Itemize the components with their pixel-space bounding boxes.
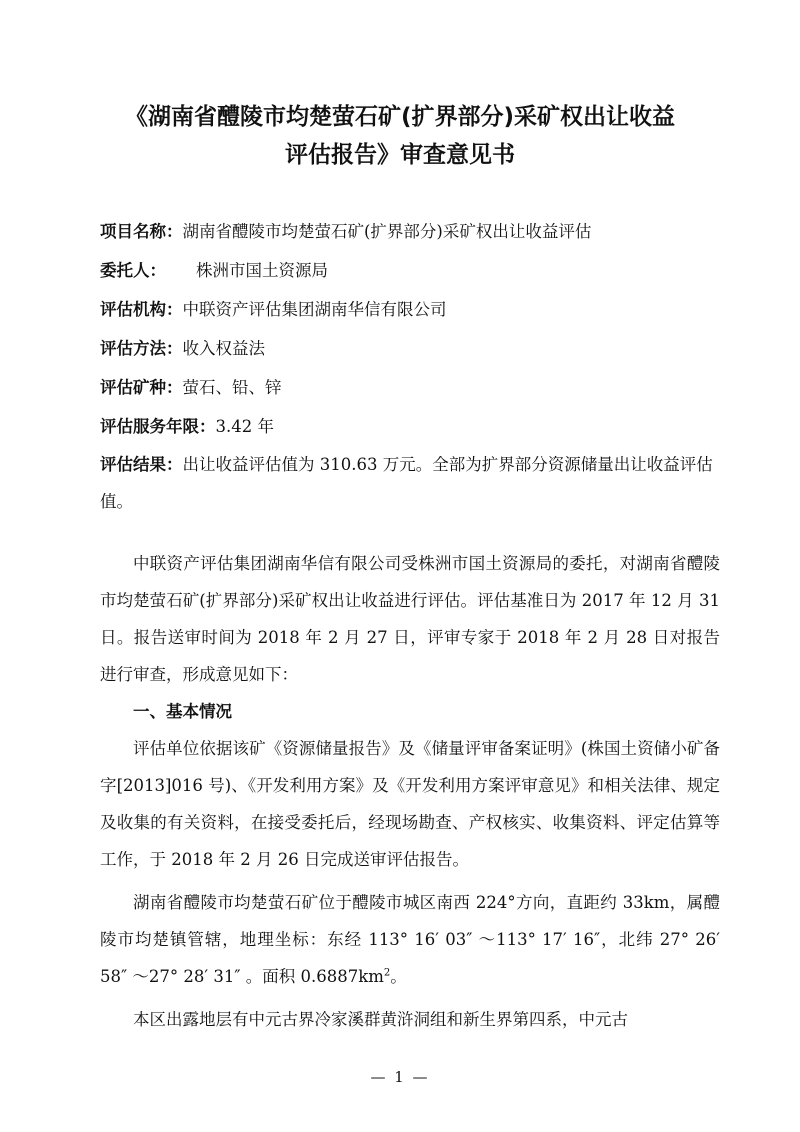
page-number: — 1 — bbox=[370, 1068, 430, 1086]
info-method-label: 评估方法： bbox=[100, 339, 183, 358]
info-client bbox=[100, 251, 740, 290]
intro-paragraph: 中联资产评估集团湖南华信有限公司受株洲市国土资源局的委托，对湖南省醴陵市均楚萤石矿(扩界部分)采矿权出让收益进行评估。评估基准日为 2017 年 12 月 31 日。报告送审时间为 2018 年 2 月 27 日，评审专家于 2018 年 2 月 28 日对报告进行审查，形成意见如下： bbox=[100, 554, 720, 684]
info-minerals bbox=[100, 368, 740, 407]
info-result bbox=[100, 446, 740, 520]
info-agency bbox=[100, 290, 740, 329]
info-minerals-value: 萤石、铅、锌 bbox=[182, 378, 282, 397]
info-minerals-label: 评估矿种： bbox=[100, 378, 183, 397]
project-info bbox=[100, 212, 740, 520]
info-result-value: 出让收益评估值为 310.63 万元。全部为扩界部分资源储量出让收益评估值。 bbox=[100, 455, 713, 511]
info-client-value: 株洲市国土资源局 bbox=[196, 261, 328, 280]
location-text: 湖南省醴陵市均楚萤石矿位于醴陵市城区南西 224°方向，直距约 33km，属醴陵市均楚镇管辖，地理坐标：东经 113° 16′ 03″ ～113° 17′ 16″，北纬 27° 26′ 58″ ～27° 28′ 31″ 。面积 0.6887km bbox=[100, 893, 720, 986]
paragraph-basis: 评估单位依据该矿《资源储量报告》及《储量评审备案证明》(株国土资储小矿备字[2013]016 号)、《开发利用方案》及《开发利用方案评审意见》和相关法律、规定及收集的有关资料，在接受委托后，经现场勘查、产权核实、收集资料、评定估算等工作，于 2018 年 2 月 26 日完成送审评估报告。 bbox=[100, 739, 720, 869]
document-body bbox=[100, 545, 720, 1038]
info-service-years bbox=[100, 407, 740, 446]
info-project-label: 项目名称： bbox=[100, 222, 183, 241]
info-agency-label: 评估机构： bbox=[100, 300, 183, 319]
info-agency-value: 中联资产评估集团湖南华信有限公司 bbox=[182, 300, 447, 319]
info-service-years-label: 评估服务年限： bbox=[100, 417, 216, 436]
info-result-label: 评估结果： bbox=[100, 455, 183, 474]
info-method bbox=[100, 329, 740, 368]
section-heading-basic: 一、基本情况 bbox=[133, 702, 232, 721]
paragraph-geology: 本区出露地层有中元古界冷家溪群黄浒洞组和新生界第四系，中元古 bbox=[133, 1010, 628, 1029]
info-service-years-value: 3.42 年 bbox=[215, 417, 274, 436]
info-project bbox=[100, 212, 740, 251]
info-client-label: 委托人： bbox=[100, 261, 166, 280]
title-line-2: 评估报告》审查意见书 bbox=[285, 142, 515, 168]
area-unit-superscript: 2 bbox=[383, 967, 391, 979]
title-line-1: 《湖南省醴陵市均楚萤石矿(扩界部分)采矿权出让收益 bbox=[124, 104, 676, 130]
info-project-value: 湖南省醴陵市均楚萤石矿(扩界部分)采矿权出让收益评估 bbox=[182, 222, 592, 241]
paragraph-location bbox=[100, 884, 720, 995]
location-text-end: 。 bbox=[390, 967, 407, 986]
document-title bbox=[60, 98, 740, 174]
info-method-value: 收入权益法 bbox=[182, 339, 265, 358]
